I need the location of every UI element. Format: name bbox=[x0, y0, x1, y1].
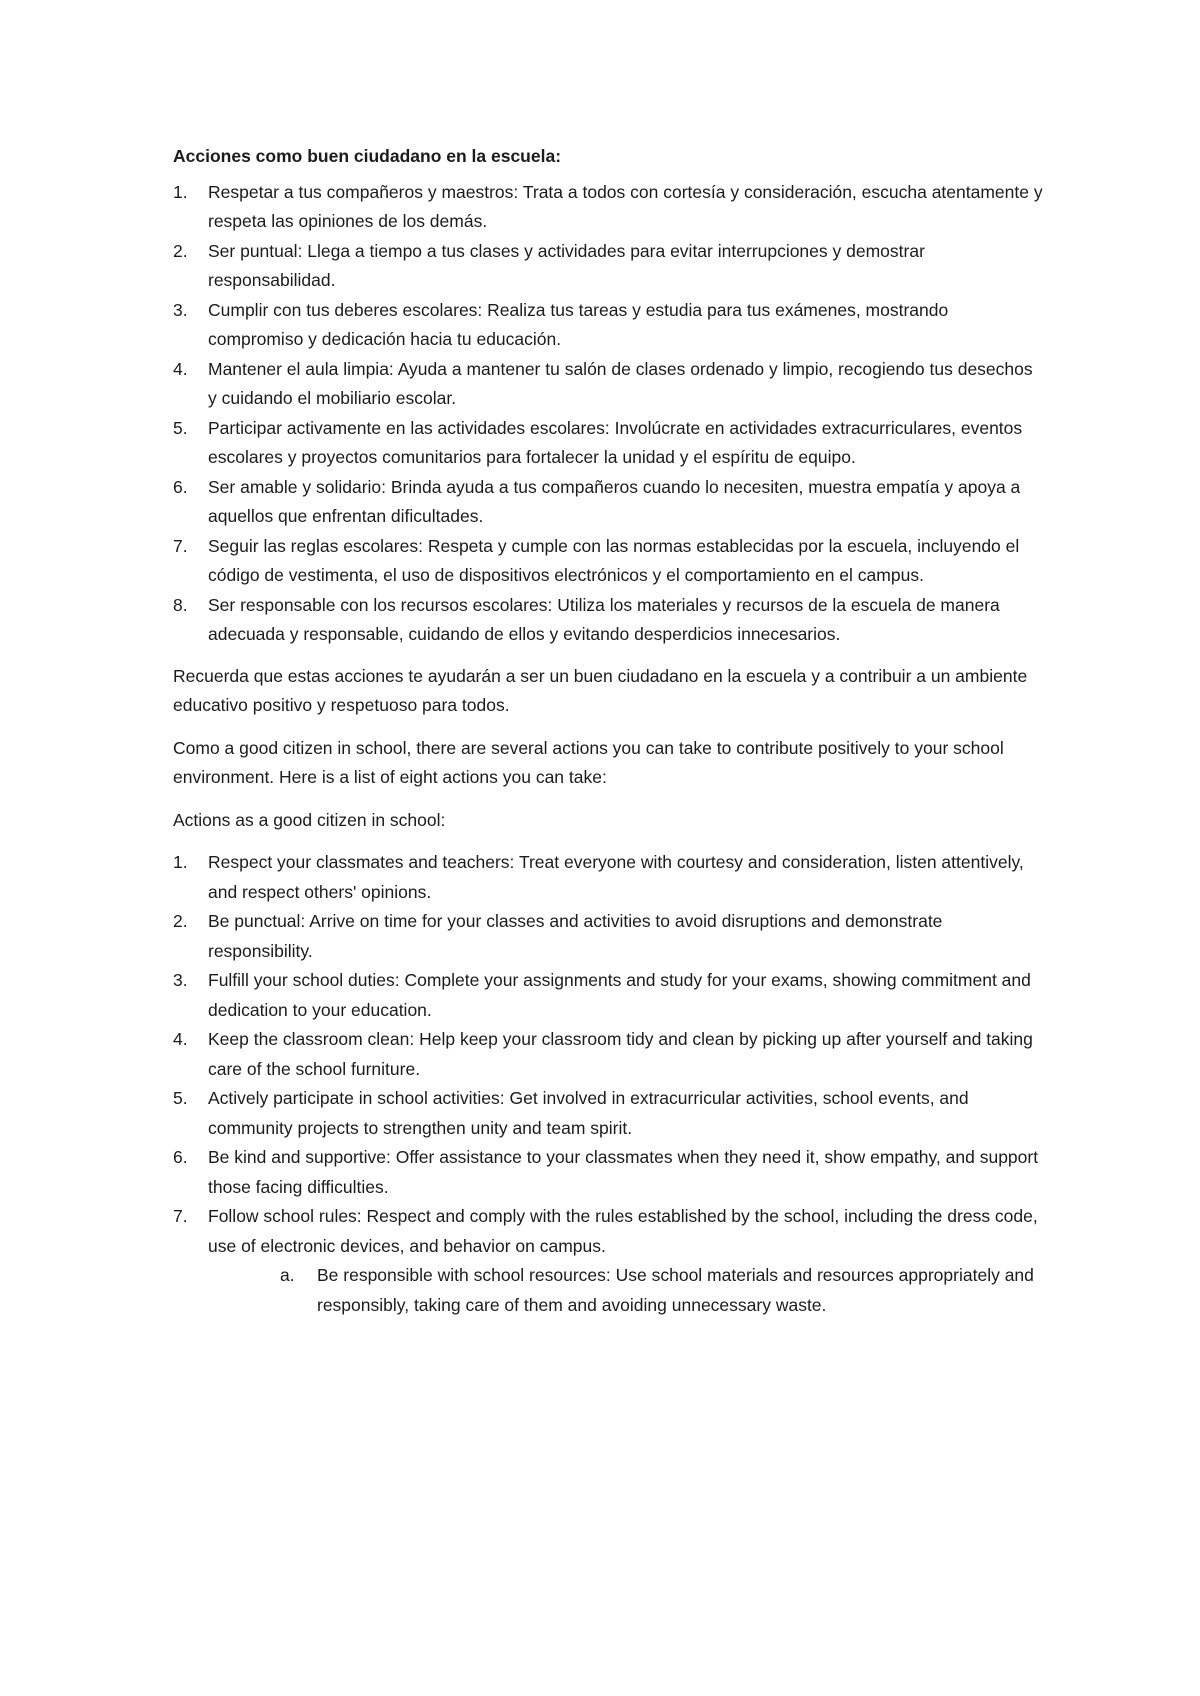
sub-list bbox=[208, 1261, 1043, 1320]
list-item-text: Actively participate in school activities: Get involved in extracurricular activities, school events, and community projects to strengthen unity and team spirit. bbox=[208, 1088, 969, 1138]
sub-list-item bbox=[208, 1261, 1043, 1320]
list-item-text: Participar activamente en las actividades escolares: Involúcrate en actividades extracurriculares, eventos escolares y proyectos comunitarios para fortalecer la unidad y el espíritu de equipo. bbox=[208, 417, 1023, 467]
list-item-text: Mantener el aula limpia: Ayuda a mantener tu salón de clases ordenado y limpio, recogiendo tus desechos y cuidando el mobiliario escolar. bbox=[208, 358, 1033, 408]
list-item bbox=[173, 848, 1043, 907]
list-item-text: Respetar a tus compañeros y maestros: Trata a todos con cortesía y consideración, escucha atentamente y respeta las opiniones de los demás. bbox=[208, 181, 1043, 231]
list-item bbox=[173, 1084, 1043, 1143]
list-number: 4. bbox=[173, 358, 188, 379]
list-item bbox=[173, 473, 1043, 532]
actions-list-spanish bbox=[173, 178, 1043, 650]
list-item-text: Ser amable y solidario: Brinda ayuda a tus compañeros cuando lo necesiten, muestra empatía y apoya a aquellos que enfrentan dificultades. bbox=[208, 476, 1021, 526]
list-item-text: Follow school rules: Respect and comply with the rules established by the school, including the dress code, use of electronic devices, and behavior on campus. bbox=[208, 1206, 1038, 1256]
list-item bbox=[173, 178, 1043, 237]
list-number: 2. bbox=[173, 240, 188, 261]
sub-list-letter: a. bbox=[280, 1265, 295, 1285]
list-item bbox=[173, 1202, 1043, 1320]
list-item bbox=[173, 237, 1043, 296]
list-item-text: Be punctual: Arrive on time for your classes and activities to avoid disruptions and demonstrate responsibility. bbox=[208, 911, 943, 961]
list-item-text: Fulfill your school duties: Complete your assignments and study for your exams, showing commitment and dedication to your education. bbox=[208, 970, 1031, 1020]
list-number: 1. bbox=[173, 852, 188, 872]
list-item bbox=[173, 532, 1043, 591]
list-item bbox=[173, 355, 1043, 414]
list-number: 3. bbox=[173, 970, 188, 990]
list-item-text: Ser responsable con los recursos escolares: Utiliza los materiales y recursos de la escuela de manera adecuada y responsable, cuidando de ellos y evitando desperdicios innecesarios. bbox=[208, 594, 1000, 644]
document-body bbox=[173, 142, 1043, 1332]
list-item bbox=[173, 296, 1043, 355]
list-item-text: Respect your classmates and teachers: Treat everyone with courtesy and consideration, listen attentively, and respect others' opinions. bbox=[208, 852, 1024, 902]
heading-english: Actions as a good citizen in school: bbox=[173, 809, 446, 830]
heading-spanish: Acciones como buen ciudadano en la escuela: bbox=[173, 146, 562, 166]
list-number: 5. bbox=[173, 417, 188, 438]
intro-paragraph-english: Como a good citizen in school, there are several actions you can take to contribute positively to your school environment. Here is a list of eight actions you can take: bbox=[173, 737, 1004, 787]
list-item-text: Keep the classroom clean: Help keep your classroom tidy and clean by picking up after yourself and taking care of the school furniture. bbox=[208, 1029, 1033, 1079]
list-item bbox=[173, 907, 1043, 966]
list-number: 7. bbox=[173, 535, 188, 556]
closing-paragraph-spanish: Recuerda que estas acciones te ayudarán a ser un buen ciudadano en la escuela y a contribuir a un ambiente educativo positivo y respetuoso para todos. bbox=[173, 665, 1028, 715]
list-item-text: Be kind and supportive: Offer assistance to your classmates when they need it, show empathy, and support those facing difficulties. bbox=[208, 1147, 1039, 1197]
list-number: 6. bbox=[173, 1147, 188, 1167]
list-number: 5. bbox=[173, 1088, 188, 1108]
list-item bbox=[173, 966, 1043, 1025]
list-item-text: Cumplir con tus deberes escolares: Realiza tus tareas y estudia para tus exámenes, mostrando compromiso y dedicación hacia tu educación. bbox=[208, 299, 949, 349]
list-item bbox=[173, 1143, 1043, 1202]
list-item bbox=[173, 1025, 1043, 1084]
list-number: 6. bbox=[173, 476, 188, 497]
list-number: 2. bbox=[173, 911, 188, 931]
list-item-text: Seguir las reglas escolares: Respeta y cumple con las normas establecidas por la escuela, incluyendo el código de vestimenta, el uso de dispositivos electrónicos y el comportamiento en el campus. bbox=[208, 535, 1020, 585]
list-number: 8. bbox=[173, 594, 188, 615]
list-number: 1. bbox=[173, 181, 188, 202]
list-item bbox=[173, 414, 1043, 473]
sub-list-item-text: Be responsible with school resources: Use school materials and resources appropriately and responsibly, taking care of them and avoiding unnecessary waste. bbox=[317, 1265, 1034, 1315]
actions-list-english bbox=[173, 848, 1043, 1320]
list-item bbox=[173, 591, 1043, 650]
list-number: 4. bbox=[173, 1029, 188, 1049]
list-number: 7. bbox=[173, 1206, 188, 1226]
list-item-text: Ser puntual: Llega a tiempo a tus clases y actividades para evitar interrupciones y demostrar responsabilidad. bbox=[208, 240, 925, 290]
list-number: 3. bbox=[173, 299, 188, 320]
